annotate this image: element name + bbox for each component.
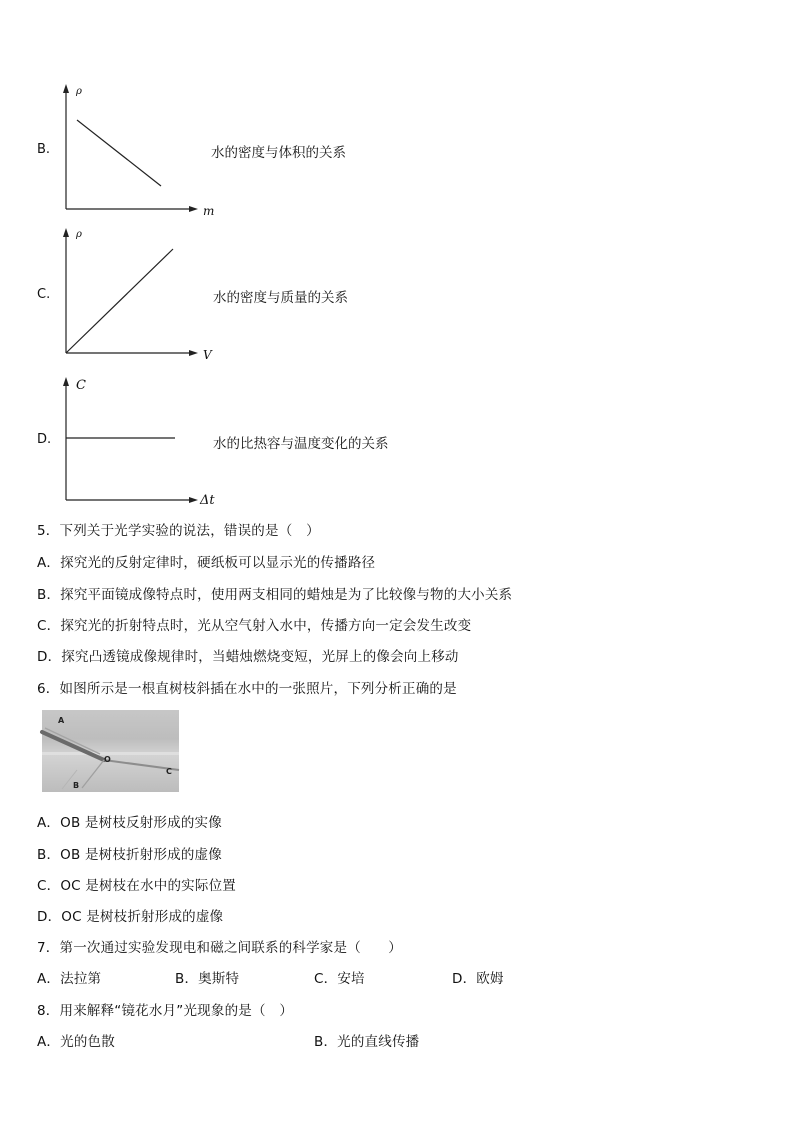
question-6-option-a[interactable]: A．OB 是树枝反射形成的实像 (37, 815, 222, 831)
question-6-option-c[interactable]: C．OC 是树枝在水中的实际位置 (37, 878, 236, 894)
question-5-option-b[interactable]: B．探究平面镜成像特点时，使用两支相同的蜡烛是为了比较像与物的大小关系 (37, 587, 513, 603)
question-5-stem: 5．下列关于光学实验的说法，错误的是（ ） (37, 523, 320, 539)
question-7-option-d[interactable]: D．欧姆 (452, 971, 504, 987)
graph-d-x-label: Δt (200, 493, 215, 508)
question-5-option-c[interactable]: C．探究光的折射特点时，光从空气射入水中，传播方向一定会发生改变 (37, 618, 472, 634)
photo-label-b: B (73, 781, 80, 790)
graph-b-caption: 水的密度与体积的关系 (211, 145, 346, 161)
question-7-option-b[interactable]: B．奥斯特 (175, 971, 240, 987)
graph-d-caption: 水的比热容与温度变化的关系 (213, 436, 389, 452)
question-8-stem: 8．用来解释“镜花水月”光现象的是（ ） (37, 1003, 294, 1019)
question-6-stem: 6．如图所示是一根直树枝斜插在水中的一张照片，下列分析正确的是 (37, 681, 457, 697)
question-7-stem: 7．第一次通过实验发现电和磁之间联系的科学家是（ ） (37, 940, 402, 956)
graph-c-caption: 水的密度与质量的关系 (213, 290, 348, 306)
branch-photo (42, 710, 179, 792)
photo-label-o: O (104, 755, 111, 764)
question-6-option-d[interactable]: D．OC 是树枝折射形成的虚像 (37, 909, 224, 925)
graph-c-option-label: C. (37, 287, 51, 302)
question-7-option-c[interactable]: C．安培 (314, 971, 365, 987)
graph-b-option-label: B. (37, 142, 51, 157)
photo-label-c: C (166, 767, 172, 776)
graph-d-y-label: C (76, 378, 86, 393)
question-7-option-a[interactable]: A．法拉第 (37, 971, 102, 987)
question-5-option-a[interactable]: A．探究光的反射定律时，硬纸板可以显示光的传播路径 (37, 555, 376, 571)
graph-c-x-label: V (203, 348, 212, 362)
question-6-option-b[interactable]: B．OB 是树枝折射形成的虚像 (37, 847, 222, 863)
question-5-option-d[interactable]: D．探究凸透镜成像规律时，当蜡烛燃烧变短，光屏上的像会向上移动 (37, 649, 459, 665)
graph-d-option-label: D. (37, 432, 52, 447)
graph-b-x-label: m (203, 204, 215, 218)
question-8-option-b[interactable]: B．光的直线传播 (314, 1034, 420, 1050)
photo-label-a: A (58, 716, 65, 725)
graph-b-y-label: ρ (76, 86, 82, 97)
graph-c-y-label: ρ (76, 229, 82, 240)
question-8-option-a[interactable]: A．光的色散 (37, 1034, 115, 1050)
